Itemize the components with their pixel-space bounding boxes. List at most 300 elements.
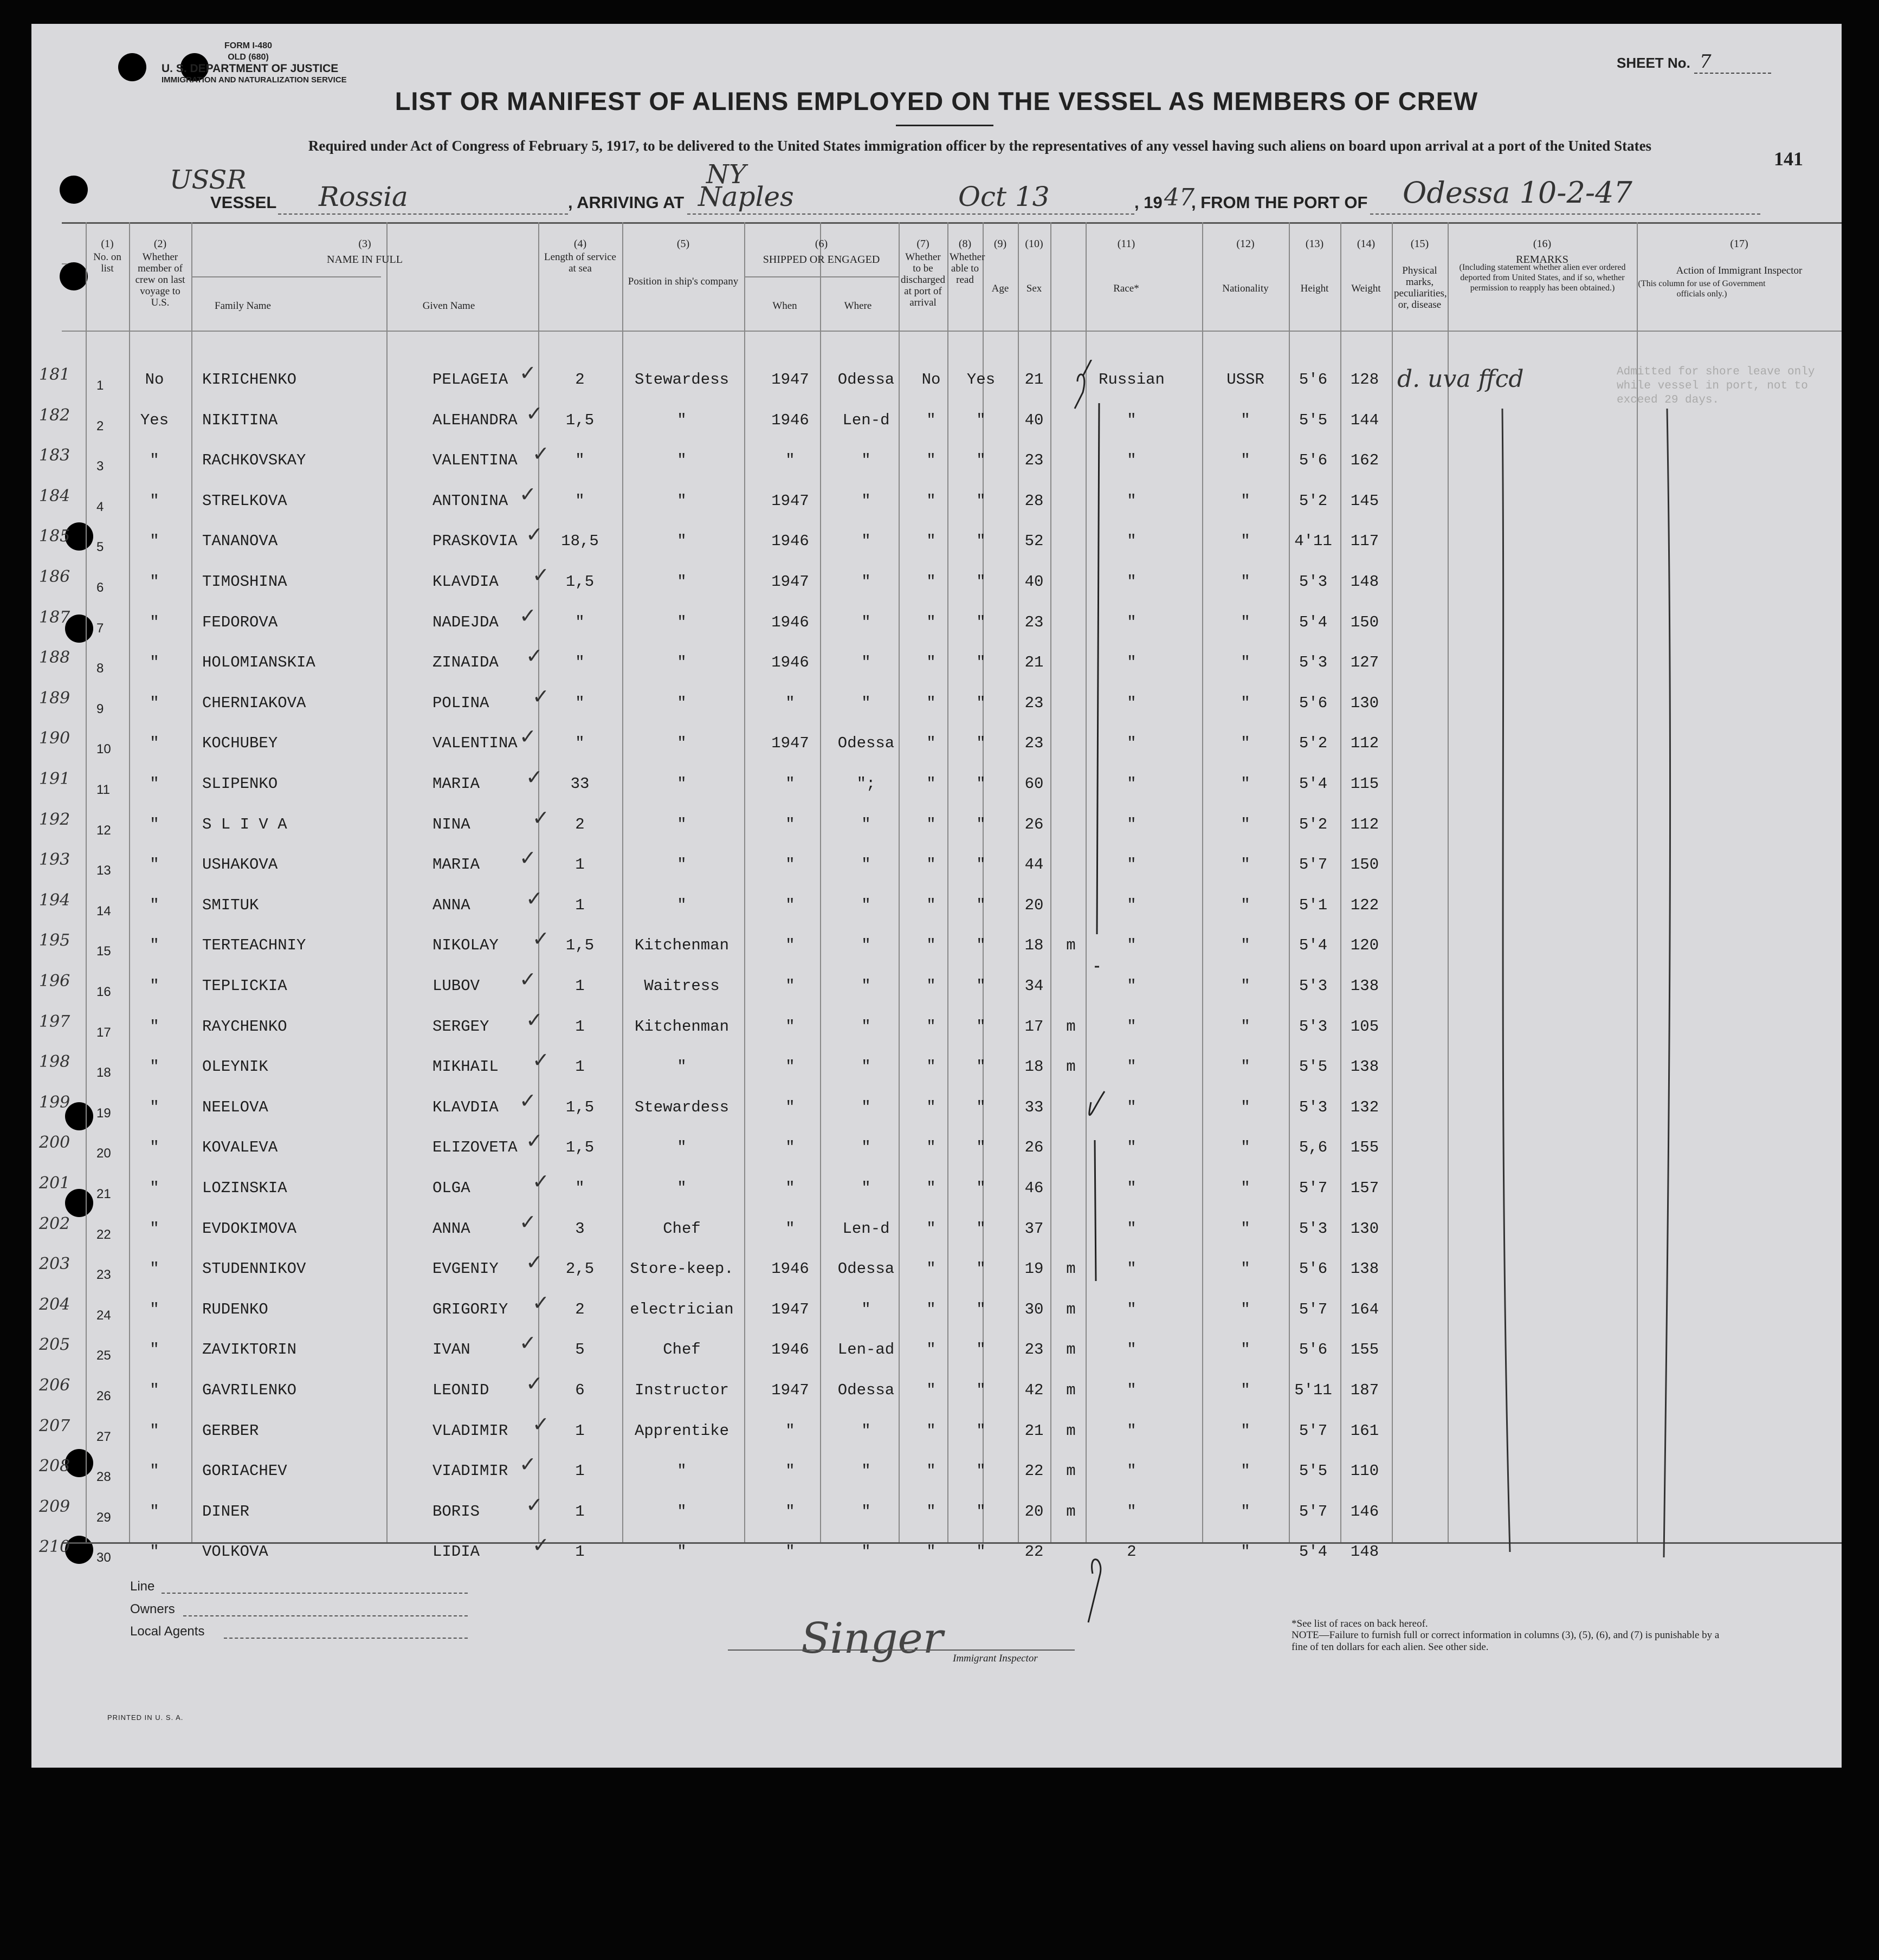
cell-where: " bbox=[861, 896, 871, 914]
cell-given: NINA bbox=[432, 816, 470, 833]
cell-nationality: " bbox=[1241, 1260, 1250, 1278]
cell-weight: 138 bbox=[1350, 1260, 1379, 1278]
handwritten-row-number: 195 bbox=[39, 931, 70, 950]
cell-weight: 164 bbox=[1350, 1301, 1379, 1318]
cell-nationality: " bbox=[1241, 1301, 1250, 1318]
column-number: (11) bbox=[1117, 238, 1135, 250]
handwritten-row-number: 202 bbox=[39, 1214, 70, 1233]
cell-weight: 127 bbox=[1350, 654, 1379, 671]
cell-family: GAVRILENKO bbox=[202, 1381, 297, 1399]
cell-weight: 105 bbox=[1350, 1018, 1379, 1036]
punch-hole bbox=[60, 176, 88, 204]
checkmark-icon: ✓ bbox=[526, 1493, 543, 1517]
checkmark-icon: ✓ bbox=[526, 1129, 543, 1153]
cell-age: 23 bbox=[1024, 451, 1044, 469]
cell-position: Instructor bbox=[634, 1381, 729, 1399]
cell-height: 5'2 bbox=[1299, 734, 1328, 752]
cell-where: " bbox=[861, 1462, 871, 1480]
header-bottom-rule bbox=[62, 331, 1842, 332]
cell-nationality: " bbox=[1241, 654, 1250, 671]
vessel-label: VESSEL bbox=[210, 193, 277, 212]
checkmark-icon: ✓ bbox=[532, 563, 550, 587]
row-number: 4 bbox=[96, 500, 104, 514]
cell-nationality: " bbox=[1241, 613, 1250, 631]
handwritten-row-number: 198 bbox=[39, 1052, 70, 1071]
cell-given: MARIA bbox=[432, 775, 480, 793]
cell-when: " bbox=[785, 775, 795, 793]
cell-crew: " bbox=[150, 775, 159, 793]
cell-race: " bbox=[1127, 654, 1137, 671]
column-divider bbox=[1392, 222, 1393, 1542]
cell-nationality: " bbox=[1241, 734, 1250, 752]
cell-discharged: " bbox=[926, 936, 936, 954]
given-name-heading: Given Name bbox=[422, 300, 475, 312]
cell-read: " bbox=[976, 936, 986, 954]
cell-given: IVAN bbox=[432, 1341, 470, 1359]
cell-sex: m bbox=[1066, 1341, 1076, 1359]
stamp-number: 141 bbox=[1774, 148, 1803, 170]
column-divider bbox=[86, 222, 87, 1542]
cell-crew: " bbox=[150, 1341, 159, 1359]
cell-service: 2 bbox=[575, 371, 585, 389]
cell-when: 1946 bbox=[771, 1341, 809, 1359]
checkmark-icon: ✓ bbox=[519, 1089, 537, 1112]
cell-weight: 128 bbox=[1350, 371, 1379, 389]
cell-read: " bbox=[976, 492, 986, 510]
cell-age: 60 bbox=[1024, 775, 1044, 793]
cell-family: KOCHUBEY bbox=[202, 734, 278, 752]
handwritten-row-number: 181 bbox=[39, 365, 70, 384]
row-number: 26 bbox=[96, 1389, 111, 1403]
cell-read: " bbox=[976, 1260, 986, 1278]
cell-when: 1946 bbox=[771, 411, 809, 429]
cell-weight: 155 bbox=[1350, 1341, 1379, 1359]
cell-family: TIMOSHINA bbox=[202, 573, 287, 591]
cell-family: S L I V A bbox=[202, 816, 287, 833]
cell-given: NIKOLAY bbox=[432, 936, 499, 954]
cell-height: 5'6 bbox=[1299, 451, 1328, 469]
checkmark-icon: ✓ bbox=[532, 1291, 550, 1315]
agents-field[interactable] bbox=[224, 1638, 468, 1639]
cell-age: 28 bbox=[1024, 492, 1044, 510]
cell-read: " bbox=[976, 896, 986, 914]
cell-sex: m bbox=[1066, 1422, 1076, 1440]
cell-where: " bbox=[861, 532, 871, 550]
cell-position: Apprentike bbox=[634, 1422, 729, 1440]
cell-nationality: " bbox=[1241, 492, 1250, 510]
physical-marks-annotation: d. uva ffcd bbox=[1397, 365, 1524, 393]
handwritten-row-number: 199 bbox=[39, 1093, 70, 1112]
column-divider bbox=[386, 222, 388, 1542]
printed-note: PRINTED IN U. S. A. bbox=[107, 1713, 184, 1722]
column-number: (6) bbox=[815, 238, 828, 250]
checkmark-icon: ✓ bbox=[519, 967, 537, 991]
cell-weight: 130 bbox=[1350, 694, 1379, 712]
title-rule bbox=[896, 125, 993, 126]
cell-race: " bbox=[1127, 1139, 1137, 1156]
cell-age: 26 bbox=[1024, 816, 1044, 833]
cell-read: " bbox=[976, 1341, 986, 1359]
cell-sex: m bbox=[1066, 1503, 1076, 1521]
cell-when: 1946 bbox=[771, 532, 809, 550]
cell-discharged: " bbox=[926, 1301, 936, 1318]
cell-crew: " bbox=[150, 1139, 159, 1156]
handwritten-row-number: 209 bbox=[39, 1497, 70, 1516]
cell-position: " bbox=[677, 532, 687, 550]
checkmark-icon: ✓ bbox=[526, 765, 543, 789]
row-number: 14 bbox=[96, 904, 111, 918]
cell-race: " bbox=[1127, 1179, 1137, 1197]
column-number: (16) bbox=[1533, 238, 1552, 250]
cell-height: 5'2 bbox=[1299, 492, 1328, 510]
cell-when: " bbox=[785, 694, 795, 712]
cell-family: HOLOMIANSKIA bbox=[202, 654, 315, 671]
cell-height: 5'4 bbox=[1299, 936, 1328, 954]
cell-when: 1946 bbox=[771, 613, 809, 631]
cell-service: 5 bbox=[575, 1341, 585, 1359]
handwritten-row-number: 185 bbox=[39, 527, 70, 546]
cell-position: Kitchenman bbox=[634, 936, 729, 954]
row-number: 25 bbox=[96, 1348, 111, 1363]
line-field[interactable] bbox=[162, 1593, 468, 1594]
cell-family: SMITUK bbox=[202, 896, 259, 914]
cell-where: Odessa bbox=[837, 1381, 895, 1399]
cell-height: 5'7 bbox=[1299, 1301, 1328, 1318]
cell-given: PRASKOVIA bbox=[432, 532, 518, 550]
cell-weight: 122 bbox=[1350, 896, 1379, 914]
cell-given: VALENTINA bbox=[432, 734, 518, 752]
sex-ditto-marks bbox=[1061, 360, 1126, 1628]
cell-read: " bbox=[976, 411, 986, 429]
cell-weight: 146 bbox=[1350, 1503, 1379, 1521]
from-port-label: , FROM THE PORT OF bbox=[1191, 193, 1368, 212]
cell-race: " bbox=[1127, 532, 1137, 550]
cell-nationality: " bbox=[1241, 1139, 1250, 1156]
cell-service: 1 bbox=[575, 977, 585, 995]
column-number: (12) bbox=[1236, 238, 1255, 250]
column-number: (9) bbox=[993, 238, 1007, 250]
handwritten-row-number: 194 bbox=[39, 891, 70, 910]
column-number: (1) bbox=[101, 238, 114, 250]
row-number: 21 bbox=[96, 1187, 111, 1201]
cell-where: " bbox=[861, 977, 871, 995]
cell-where: " bbox=[861, 936, 871, 954]
cell-when: " bbox=[785, 856, 795, 874]
row-number: 30 bbox=[96, 1550, 111, 1565]
cell-position: " bbox=[677, 734, 687, 752]
cell-read: " bbox=[976, 734, 986, 752]
cell-when: " bbox=[785, 816, 795, 833]
cell-crew: " bbox=[150, 816, 159, 833]
cell-height: 5'6 bbox=[1299, 694, 1328, 712]
cell-given: LEONID bbox=[432, 1381, 489, 1399]
checkmark-icon: ✓ bbox=[519, 1452, 537, 1476]
remarks-stamp: Admitted for shore leave only while vessel in port, not to exceed 29 days. bbox=[1617, 366, 1815, 406]
cell-age: 23 bbox=[1024, 613, 1044, 631]
checkmark-icon: ✓ bbox=[526, 402, 543, 425]
cell-nationality: " bbox=[1241, 816, 1250, 833]
cell-discharged: " bbox=[926, 734, 936, 752]
penalty-note: NOTE—Failure to furnish full or correct information in columns (3), (5), (6), and (7) is punishable by a fine of ten dollars for each alien. See other side. bbox=[1292, 1629, 1720, 1653]
cell-crew: " bbox=[150, 1179, 159, 1197]
cell-weight: 150 bbox=[1350, 613, 1379, 631]
cell-read: " bbox=[976, 775, 986, 793]
column-number: (2) bbox=[153, 238, 167, 250]
cell-when: " bbox=[785, 451, 795, 469]
cell-weight: 115 bbox=[1350, 775, 1379, 793]
cell-discharged: " bbox=[926, 1422, 936, 1440]
column-heading: SHIPPED OR ENGAGED bbox=[763, 254, 880, 266]
column-heading: Position in ship's company bbox=[628, 276, 739, 287]
name-subrule bbox=[191, 276, 381, 277]
cell-position: " bbox=[677, 856, 687, 874]
row-number: 8 bbox=[96, 661, 104, 676]
cell-when: " bbox=[785, 977, 795, 995]
cell-discharged: " bbox=[926, 532, 936, 550]
checkmark-icon: ✓ bbox=[519, 604, 537, 628]
cell-height: 5'5 bbox=[1299, 1058, 1328, 1076]
cell-crew: " bbox=[150, 1220, 159, 1238]
cell-service: 1,5 bbox=[565, 1098, 595, 1116]
cell-where: " bbox=[861, 1018, 871, 1036]
cell-weight: 150 bbox=[1350, 856, 1379, 874]
cell-height: 5'4 bbox=[1299, 775, 1328, 793]
cell-where: " bbox=[861, 1301, 871, 1318]
cell-crew: " bbox=[150, 1018, 159, 1036]
column-divider bbox=[1050, 222, 1051, 1542]
cell-sex: m bbox=[1066, 1462, 1076, 1480]
column-number: (17) bbox=[1730, 238, 1748, 250]
cell-read: " bbox=[976, 1543, 986, 1561]
cell-service: 1,5 bbox=[565, 573, 595, 591]
cell-crew: " bbox=[150, 654, 159, 671]
row-number: 27 bbox=[96, 1429, 111, 1444]
cell-height: 5'3 bbox=[1299, 1098, 1328, 1116]
cell-where: " bbox=[861, 1543, 871, 1561]
cell-family: RAYCHENKO bbox=[202, 1018, 287, 1036]
cell-crew: " bbox=[150, 613, 159, 631]
cell-height: 4'11 bbox=[1294, 532, 1332, 550]
column-divider bbox=[899, 222, 900, 1542]
cell-read: " bbox=[976, 613, 986, 631]
cell-crew: " bbox=[150, 896, 159, 914]
cell-family: CHERNIAKOVA bbox=[202, 694, 306, 712]
row-number: 16 bbox=[96, 985, 111, 999]
cell-service: " bbox=[575, 451, 585, 469]
form-identifier bbox=[162, 40, 347, 86]
shipped-subrule bbox=[744, 276, 899, 277]
column-heading: Nationality bbox=[1222, 283, 1269, 294]
column-divider bbox=[820, 222, 821, 1542]
cell-service: 1 bbox=[575, 1018, 585, 1036]
cell-when: 1946 bbox=[771, 1260, 809, 1278]
cell-read: " bbox=[976, 1503, 986, 1521]
cell-read: " bbox=[976, 654, 986, 671]
cell-position: Kitchenman bbox=[634, 1018, 729, 1036]
handwritten-row-number: 182 bbox=[39, 406, 70, 425]
cell-given: KLAVDIA bbox=[432, 1098, 499, 1116]
checkmark-icon: ✓ bbox=[519, 1331, 537, 1355]
cell-read: " bbox=[976, 1139, 986, 1156]
cell-given: EVGENIY bbox=[432, 1260, 499, 1278]
cell-given: MARIA bbox=[432, 856, 480, 874]
punch-hole bbox=[60, 262, 88, 290]
cell-age: 23 bbox=[1024, 734, 1044, 752]
cell-given: ANNA bbox=[432, 1220, 470, 1238]
cell-given: NADEJDA bbox=[432, 613, 499, 631]
cell-position: Store-keep. bbox=[630, 1260, 734, 1278]
cell-race: " bbox=[1127, 896, 1137, 914]
cell-service: 1 bbox=[575, 1058, 585, 1076]
races-note: *See list of races on back hereof. bbox=[1292, 1618, 1428, 1629]
cell-service: 1 bbox=[575, 896, 585, 914]
column-divider bbox=[1202, 222, 1203, 1542]
cell-height: 5'4 bbox=[1299, 613, 1328, 631]
handwritten-row-number: 187 bbox=[39, 608, 70, 627]
checkmark-icon: ✓ bbox=[519, 1210, 537, 1234]
cell-age: 26 bbox=[1024, 1139, 1044, 1156]
column-number: (8) bbox=[958, 238, 972, 250]
cell-nationality: " bbox=[1241, 573, 1250, 591]
cell-age: 40 bbox=[1024, 411, 1044, 429]
tick bbox=[62, 263, 67, 264]
cell-service: 6 bbox=[575, 1381, 585, 1399]
cell-sex: m bbox=[1066, 1018, 1076, 1036]
cell-age: 21 bbox=[1024, 1422, 1044, 1440]
table-top-rule bbox=[62, 222, 1842, 224]
cell-crew: " bbox=[150, 1503, 159, 1521]
cell-age: 23 bbox=[1024, 694, 1044, 712]
cell-crew: " bbox=[150, 734, 159, 752]
column-divider bbox=[191, 222, 192, 1542]
cell-given: PELAGEIA bbox=[432, 371, 508, 389]
cell-nationality: " bbox=[1241, 1018, 1250, 1036]
checkmark-icon: ✓ bbox=[519, 482, 537, 506]
cell-nationality: " bbox=[1241, 1098, 1250, 1116]
cell-height: 5'6 bbox=[1299, 1341, 1328, 1359]
cell-family: SLIPENKO bbox=[202, 775, 278, 793]
row-number: 19 bbox=[96, 1106, 111, 1121]
cell-service: " bbox=[575, 492, 585, 510]
cell-service: 2,5 bbox=[565, 1260, 595, 1278]
cell-when: 1947 bbox=[771, 1381, 809, 1399]
handwritten-row-number: 206 bbox=[39, 1376, 70, 1395]
column-heading: Height bbox=[1300, 283, 1329, 294]
cell-discharged: " bbox=[926, 856, 936, 874]
cell-discharged: " bbox=[926, 816, 936, 833]
cell-given: KLAVDIA bbox=[432, 573, 499, 591]
vessel-annotation: USSR bbox=[170, 165, 247, 195]
cell-read: " bbox=[976, 1381, 986, 1399]
vessel-underline bbox=[278, 214, 568, 215]
column-divider bbox=[1340, 222, 1341, 1542]
cell-discharged: " bbox=[926, 654, 936, 671]
cell-height: 5'1 bbox=[1299, 896, 1328, 914]
cell-position: " bbox=[677, 896, 687, 914]
department: U. S. DEPARTMENT OF JUSTICE bbox=[162, 62, 339, 75]
cell-nationality: " bbox=[1241, 411, 1250, 429]
cell-race: " bbox=[1127, 1220, 1137, 1238]
cell-crew: " bbox=[150, 1381, 159, 1399]
handwritten-row-number: 191 bbox=[39, 769, 70, 788]
cell-given: ANTONINA bbox=[432, 492, 508, 510]
cell-crew: " bbox=[150, 694, 159, 712]
row-number: 11 bbox=[96, 782, 110, 797]
cell-race: " bbox=[1127, 492, 1137, 510]
cell-position: " bbox=[677, 654, 687, 671]
owners-field[interactable] bbox=[183, 1615, 468, 1616]
cell-sex: m bbox=[1066, 936, 1076, 954]
cell-weight: 120 bbox=[1350, 936, 1379, 954]
checkmark-icon: ✓ bbox=[532, 442, 550, 465]
cell-crew: " bbox=[150, 1058, 159, 1076]
cell-family: NIKITINA bbox=[202, 411, 278, 429]
cell-sex: m bbox=[1066, 1381, 1076, 1399]
cell-discharged: " bbox=[926, 1018, 936, 1036]
cell-discharged: " bbox=[926, 451, 936, 469]
cell-position: Chef bbox=[663, 1341, 701, 1359]
handwritten-row-number: 190 bbox=[39, 729, 70, 748]
page-subtitle: Required under Act of Congress of February 5, 1917, to be delivered to the United States immigration officer by the representatives of any vessel having such aliens on board upon arrival at a port of the United States bbox=[308, 138, 1652, 154]
cell-height: 5'2 bbox=[1299, 816, 1328, 833]
cell-family: TANANOVA bbox=[202, 532, 278, 550]
cell-race: " bbox=[1127, 451, 1137, 469]
handwritten-row-number: 210 bbox=[39, 1537, 70, 1556]
row-number: 17 bbox=[96, 1025, 111, 1040]
cell-crew: " bbox=[150, 451, 159, 469]
cell-service: " bbox=[575, 734, 585, 752]
cell-given: ZINAIDA bbox=[432, 654, 499, 671]
cell-discharged: " bbox=[926, 1139, 936, 1156]
cell-where: " bbox=[861, 1179, 871, 1197]
row-number: 1 bbox=[96, 378, 104, 393]
cell-height: 5'11 bbox=[1294, 1381, 1332, 1399]
cell-discharged: " bbox=[926, 1462, 936, 1480]
handwritten-row-number: 207 bbox=[39, 1416, 70, 1435]
cell-read: " bbox=[976, 694, 986, 712]
cell-race: Russian bbox=[1099, 371, 1165, 389]
cell-weight: 187 bbox=[1350, 1381, 1379, 1399]
cell-service: 18,5 bbox=[561, 532, 599, 550]
cell-crew: " bbox=[150, 1422, 159, 1440]
column-heading: NAME IN FULL bbox=[327, 254, 403, 266]
cell-read: " bbox=[976, 1462, 986, 1480]
cell-weight: 110 bbox=[1350, 1462, 1379, 1480]
cell-race: " bbox=[1127, 411, 1137, 429]
cell-height: 5'3 bbox=[1299, 977, 1328, 995]
cell-where: " bbox=[861, 492, 871, 510]
cell-given: ALEHANDRA bbox=[432, 411, 518, 429]
cell-nationality: " bbox=[1241, 1179, 1250, 1197]
cell-crew: " bbox=[150, 856, 159, 874]
cell-nationality: " bbox=[1241, 1381, 1250, 1399]
cell-family: RUDENKO bbox=[202, 1301, 268, 1318]
column-heading: Whether to be discharged at port of arrival bbox=[901, 251, 945, 308]
column-number: (14) bbox=[1357, 238, 1376, 250]
cell-given: OLGA bbox=[432, 1179, 470, 1197]
cell-where: Odessa bbox=[837, 1260, 895, 1278]
row-number: 7 bbox=[96, 621, 104, 636]
cell-height: 5'6 bbox=[1299, 371, 1328, 389]
cell-family: GERBER bbox=[202, 1422, 259, 1440]
cell-discharged: " bbox=[926, 613, 936, 631]
column-heading: Weight bbox=[1351, 283, 1381, 294]
cell-discharged: " bbox=[926, 896, 936, 914]
handwritten-row-number: 200 bbox=[39, 1133, 70, 1152]
cell-sex: m bbox=[1066, 1058, 1076, 1076]
cell-height: 5'6 bbox=[1299, 1260, 1328, 1278]
cell-family: TERTEACHNIY bbox=[202, 936, 306, 954]
